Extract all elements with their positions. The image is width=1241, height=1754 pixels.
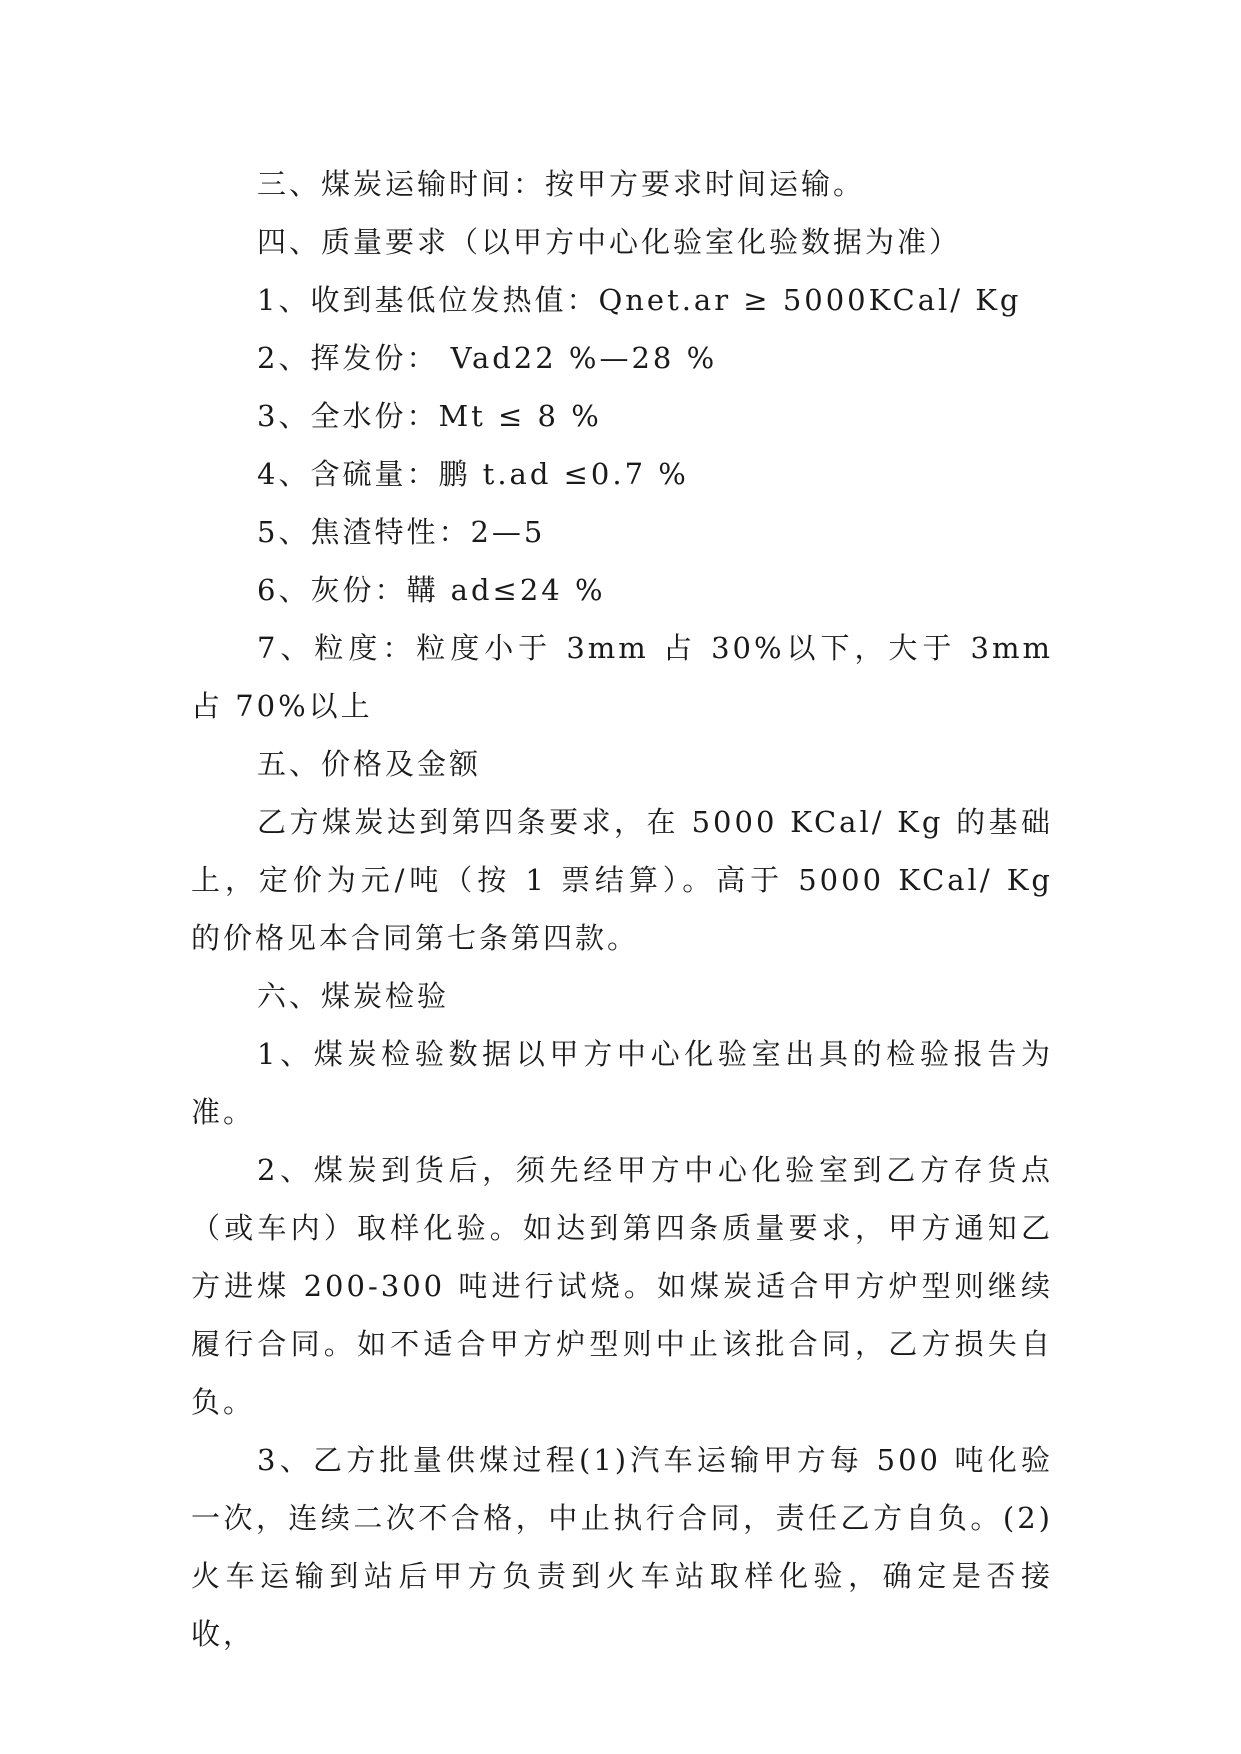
inspection-item-3: 3、乙方批量供煤过程(1)汽车运输甲方每 500 吨化验一次，连续二次不合格，中止执行合同，责任乙方自负。(2)火车运输到站后甲方负责到火车站取样化验，确定是否接收， [191, 1443, 1053, 1651]
inspection-item-1: 1、煤炭检验数据以甲方中心化验室出具的检验报告为准。 [191, 1037, 1053, 1129]
quality-item-sulfur-content: 4、含硫量：鹏 t.ad ≤0.7 % [257, 457, 689, 491]
section-heading-transport-time: 三、煤炭运输时间：按甲方要求时间运输。 [257, 167, 866, 201]
inspection-item-2: 2、煤炭到货后，须先经甲方中心化验室到乙方存货点（或车内）取样化验。如达到第四条质量要求，甲方通知乙方进煤 200-300 吨进行试烧。如煤炭适合甲方炉型则继续履行合同。如不适合甲方炉型则中止该批合同，乙方损失自负。 [191, 1153, 1053, 1419]
price-paragraph: 乙方煤炭达到第四条要求，在 5000 KCal/ Kg 的基础上，定价为元/吨（按 1 票结算）。高于 5000 KCal/ Kg 的价格见本合同第七条第四款。 [191, 805, 1053, 955]
section-heading-price-amount: 五、价格及金额 [257, 747, 482, 781]
quality-item-coke-residue: 5、焦渣特性：2—5 [257, 515, 546, 549]
quality-item-volatile-matter: 2、挥发份： Vad22 %—28 % [257, 341, 718, 375]
quality-item-calorific-value: 1、收到基低位发热值：Qnet.ar ≥ 5000KCal/ Kg [257, 283, 1022, 317]
section-heading-quality-requirements: 四、质量要求（以甲方中心化验室化验数据为准） [257, 225, 962, 259]
quality-item-total-moisture: 3、全水份：Mt ≤ 8 % [257, 399, 602, 433]
document-body [191, 155, 1053, 1663]
section-heading-coal-inspection: 六、煤炭检验 [257, 979, 450, 1013]
quality-item-ash-content: 6、灰份：鞲 ad≤24 % [257, 573, 606, 607]
quality-item-particle-size: 7、粒度：粒度小于 3mm 占 30%以下，大于 3mm 占 70%以上 [191, 631, 1053, 723]
